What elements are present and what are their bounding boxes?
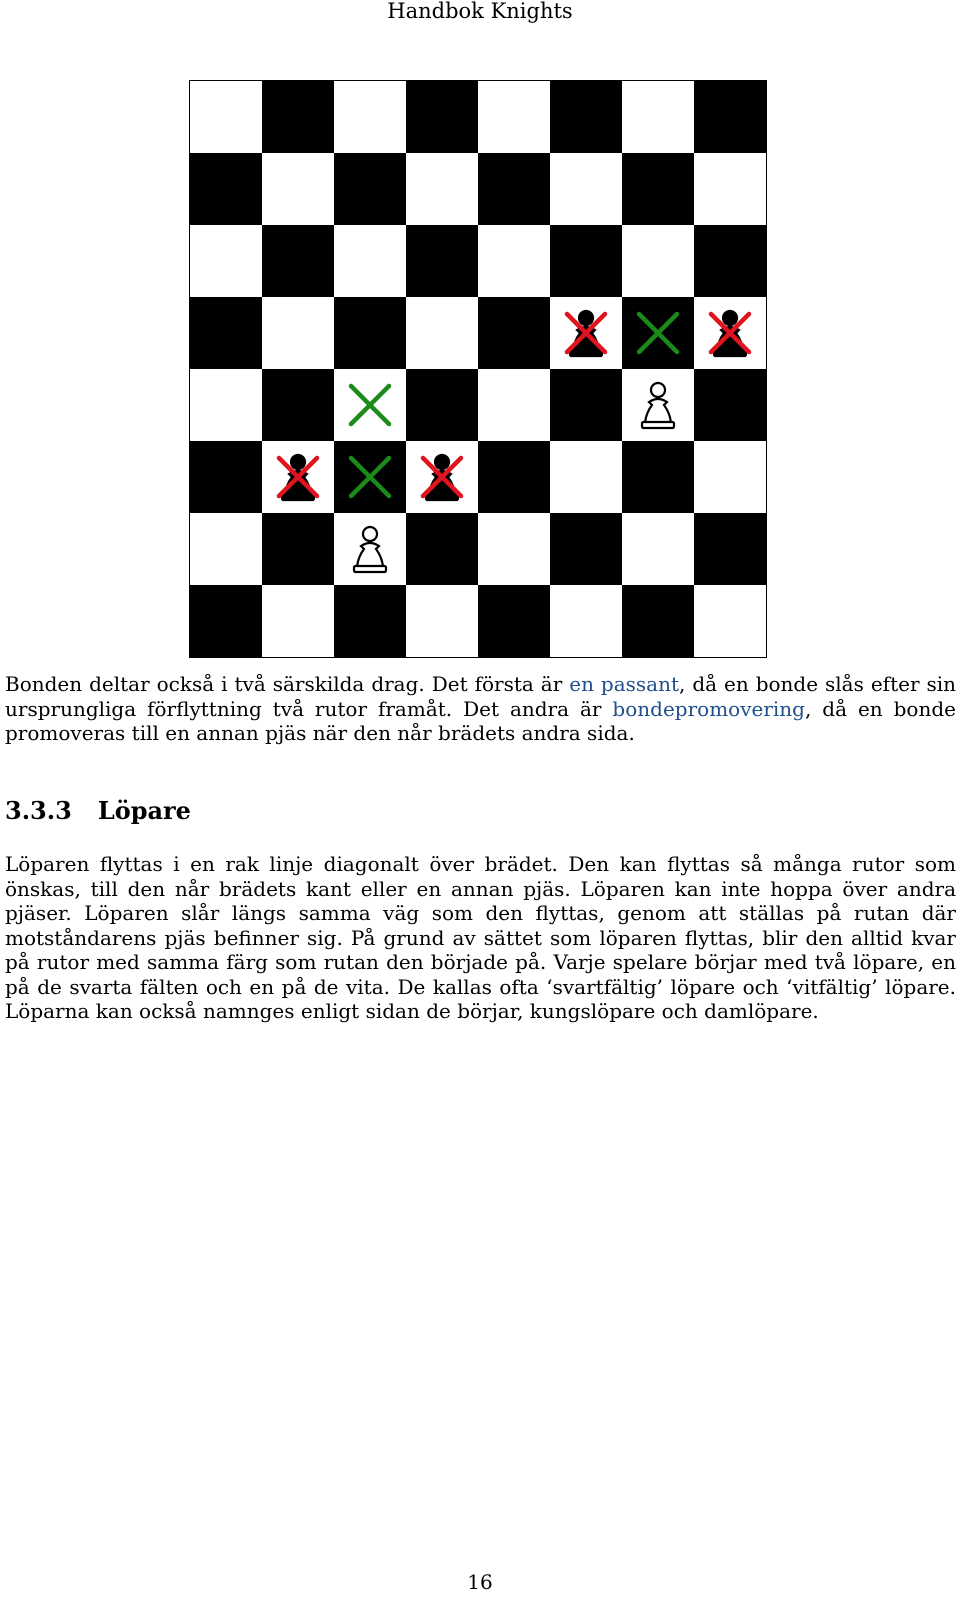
square-e3	[478, 441, 550, 513]
square-f8	[550, 81, 622, 153]
square-f2	[550, 513, 622, 585]
square-e2	[478, 513, 550, 585]
section-number: 3.3.3	[5, 796, 72, 825]
chess-diagram	[189, 80, 767, 658]
bondepromovering-link[interactable]: bondepromovering	[612, 696, 805, 721]
square-c4	[334, 369, 406, 441]
square-g7	[622, 153, 694, 225]
square-c6	[334, 225, 406, 297]
chess-board	[189, 80, 767, 658]
square-a2	[190, 513, 262, 585]
white-pawn-icon	[334, 513, 406, 585]
square-e4	[478, 369, 550, 441]
square-e1	[478, 585, 550, 657]
square-f6	[550, 225, 622, 297]
square-g4	[622, 369, 694, 441]
square-e5	[478, 297, 550, 369]
page-number: 16	[467, 1570, 493, 1594]
square-c3	[334, 441, 406, 513]
square-d2	[406, 513, 478, 585]
capture-mark-icon	[550, 297, 622, 369]
square-f4	[550, 369, 622, 441]
square-h4	[694, 369, 766, 441]
square-e8	[478, 81, 550, 153]
square-b5	[262, 297, 334, 369]
running-header: Handbok Knights	[387, 0, 573, 23]
square-b7	[262, 153, 334, 225]
square-d7	[406, 153, 478, 225]
square-a7	[190, 153, 262, 225]
square-e6	[478, 225, 550, 297]
square-b2	[262, 513, 334, 585]
section-title: Löpare	[97, 796, 191, 825]
square-b8	[262, 81, 334, 153]
square-f3	[550, 441, 622, 513]
square-d8	[406, 81, 478, 153]
square-a3	[190, 441, 262, 513]
square-f7	[550, 153, 622, 225]
square-c1	[334, 585, 406, 657]
square-h3	[694, 441, 766, 513]
para1-text-2: , då en bonde slås efter sin ursprungliga förflyttning två rutor framåt. Det andra är	[5, 672, 957, 721]
capture-mark-icon	[694, 297, 766, 369]
section-heading	[5, 797, 191, 825]
square-a5	[190, 297, 262, 369]
square-g8	[622, 81, 694, 153]
square-h5	[694, 297, 766, 369]
pawn-special-moves-paragraph	[5, 672, 956, 746]
para1-text-3: , då en bonde promoveras till en annan pjäs när den når brädets andra sida.	[5, 696, 956, 745]
square-h1	[694, 585, 766, 657]
square-d5	[406, 297, 478, 369]
square-d6	[406, 225, 478, 297]
square-c8	[334, 81, 406, 153]
move-mark-icon	[622, 297, 694, 369]
square-b4	[262, 369, 334, 441]
white-pawn-icon	[622, 369, 694, 441]
square-g6	[622, 225, 694, 297]
square-h6	[694, 225, 766, 297]
square-h7	[694, 153, 766, 225]
square-c5	[334, 297, 406, 369]
square-b6	[262, 225, 334, 297]
square-g1	[622, 585, 694, 657]
move-mark-icon	[334, 441, 406, 513]
square-a6	[190, 225, 262, 297]
move-mark-icon	[334, 369, 406, 441]
capture-mark-icon	[406, 441, 478, 513]
capture-mark-icon	[262, 441, 334, 513]
square-c2	[334, 513, 406, 585]
en-passant-link[interactable]: en passant	[569, 672, 680, 696]
square-h2	[694, 513, 766, 585]
square-g3	[622, 441, 694, 513]
square-h8	[694, 81, 766, 153]
square-c7	[334, 153, 406, 225]
square-e7	[478, 153, 550, 225]
square-d3	[406, 441, 478, 513]
bishop-paragraph: Löparen flyttas i en rak linje diagonalt över brädet. Den kan flyttas så många rutor som önskas, till den når brädets kant eller en annan pjäs. Löparen kan inte hoppa över andra pjäser. Löparen slår längs samma väg som den flyttas, genom att ställas på rutan där motståndarens pjäs befinner sig. På grund av sättet som löparen flyttas, blir den alltid kvar på rutor med samma färg som rutan den började på. Varje spelare börjar med två löpare, en på de svarta fälten och en på de vita. De kallas ofta ‘svartfältig’ löpare och ‘vitfältig’ löpare. Löparna kan också namnges enligt sidan de börjar, kungslöpare och damlöpare.	[5, 852, 956, 1023]
square-d4	[406, 369, 478, 441]
square-g5	[622, 297, 694, 369]
square-f1	[550, 585, 622, 657]
square-g2	[622, 513, 694, 585]
square-b3	[262, 441, 334, 513]
square-b1	[262, 585, 334, 657]
square-a8	[190, 81, 262, 153]
square-d1	[406, 585, 478, 657]
square-a1	[190, 585, 262, 657]
square-f5	[550, 297, 622, 369]
square-a4	[190, 369, 262, 441]
para1-text-1: Bonden deltar också i två särskilda drag. Det första är	[5, 672, 570, 696]
